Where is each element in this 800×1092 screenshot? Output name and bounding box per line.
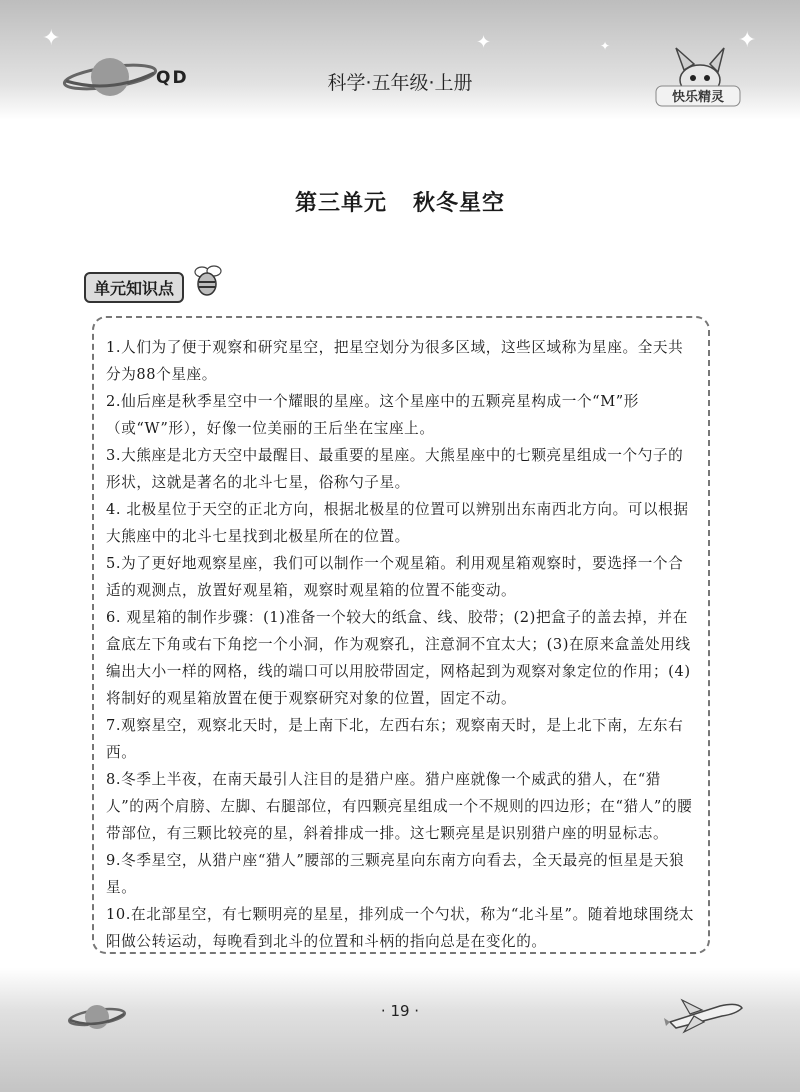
sparkle-star-icon: ✦ (42, 26, 61, 51)
knowledge-item: 7.观察星空，观察北天时，是上南下北，左西右东；观察南天时，是上北下南，左东右西。 (106, 717, 684, 761)
knowledge-list (106, 334, 698, 955)
knowledge-item: 8.冬季上半夜，在南天最引人注目的是猎户座。猎户座就像一个威武的猎人，在“猎人”的两个肩膀、左脚、右腿部位，有四颗亮星组成一个不规则的四边形；在“猎人”的腰带部位，有三颗比较亮的星，斜着排成一排。这七颗亮星是识别猎户座的明显标志。 (106, 771, 693, 842)
knowledge-item: 1.人们为了便于观察和研究星空，把星空划分为很多区域，这些区域称为星座。全天共分为88个星座。 (106, 339, 684, 383)
chapter-name: 秋冬星空 (413, 191, 506, 216)
knowledge-item: 4. 北极星位于天空的正北方向，根据北极星的位置可以辨别出东南西北方向。可以根据大熊座中的北斗七星找到北极星所在的位置。 (106, 501, 689, 545)
chapter-title (0, 186, 800, 217)
knowledge-item: 2.仙后座是秋季星空中一个耀眼的星座。这个星座中的五颗亮星构成一个“M”形（或“W”形），好像一位美丽的王后坐在宝座上。 (106, 393, 639, 437)
mascot-text: 快乐精灵 (671, 90, 725, 105)
sparkle-star-icon: ✦ (600, 39, 611, 53)
knowledge-item: 3.大熊座是北方天空中最醒目、最重要的星座。大熊星座中的七颗亮星组成一个勺子的形状，这就是著名的北斗七星，俗称勺子星。 (106, 447, 684, 491)
series-mark: QD (156, 68, 189, 88)
knowledge-item: 5.为了更好地观察星座，我们可以制作一个观星箱。利用观星箱观察时，要选择一个合适的观测点，放置好观星箱，观察时观星箱的位置不能变动。 (106, 555, 684, 599)
sparkle-star-icon: ✦ (738, 28, 757, 53)
knowledge-item: 9.冬季星空，从猎户座“猎人”腰部的三颗亮星向东南方向看去，全天最亮的恒星是天狼星。 (106, 852, 685, 896)
chapter-unit: 第三单元 (294, 191, 387, 216)
sparkle-star-icon: ✦ (476, 32, 492, 53)
section-label: 单元知识点 (84, 272, 184, 303)
bee-icon (190, 262, 224, 298)
page-number: · 19 · (380, 1002, 420, 1020)
knowledge-item: 6. 观星箱的制作步骤：(1)准备一个较大的纸盒、线、胶带；(2)把盒子的盖去掉，并在盒底左下角或右下角挖一个小洞，作为观察孔，注意洞不宜太大；(3)在原来盒盖处用线编出大小一样的网格，线的端口可以用胶带固定，网格起到为观察对象定位的作用；(4)将制好的观星箱放置在便于观察研究对象的位置，固定不动。 (106, 609, 691, 707)
book-title: 科学·五年级·上册 (327, 72, 473, 94)
knowledge-item: 10.在北部星空，有七颗明亮的星星，排列成一个勺状，称为“北斗星”。随着地球围绕太阳做公转运动，每晚看到北斗的位置和斗柄的指向总是在变化的。 (106, 906, 695, 950)
rabbit-mascot-icon (654, 46, 742, 108)
space-shuttle-icon (664, 992, 746, 1036)
